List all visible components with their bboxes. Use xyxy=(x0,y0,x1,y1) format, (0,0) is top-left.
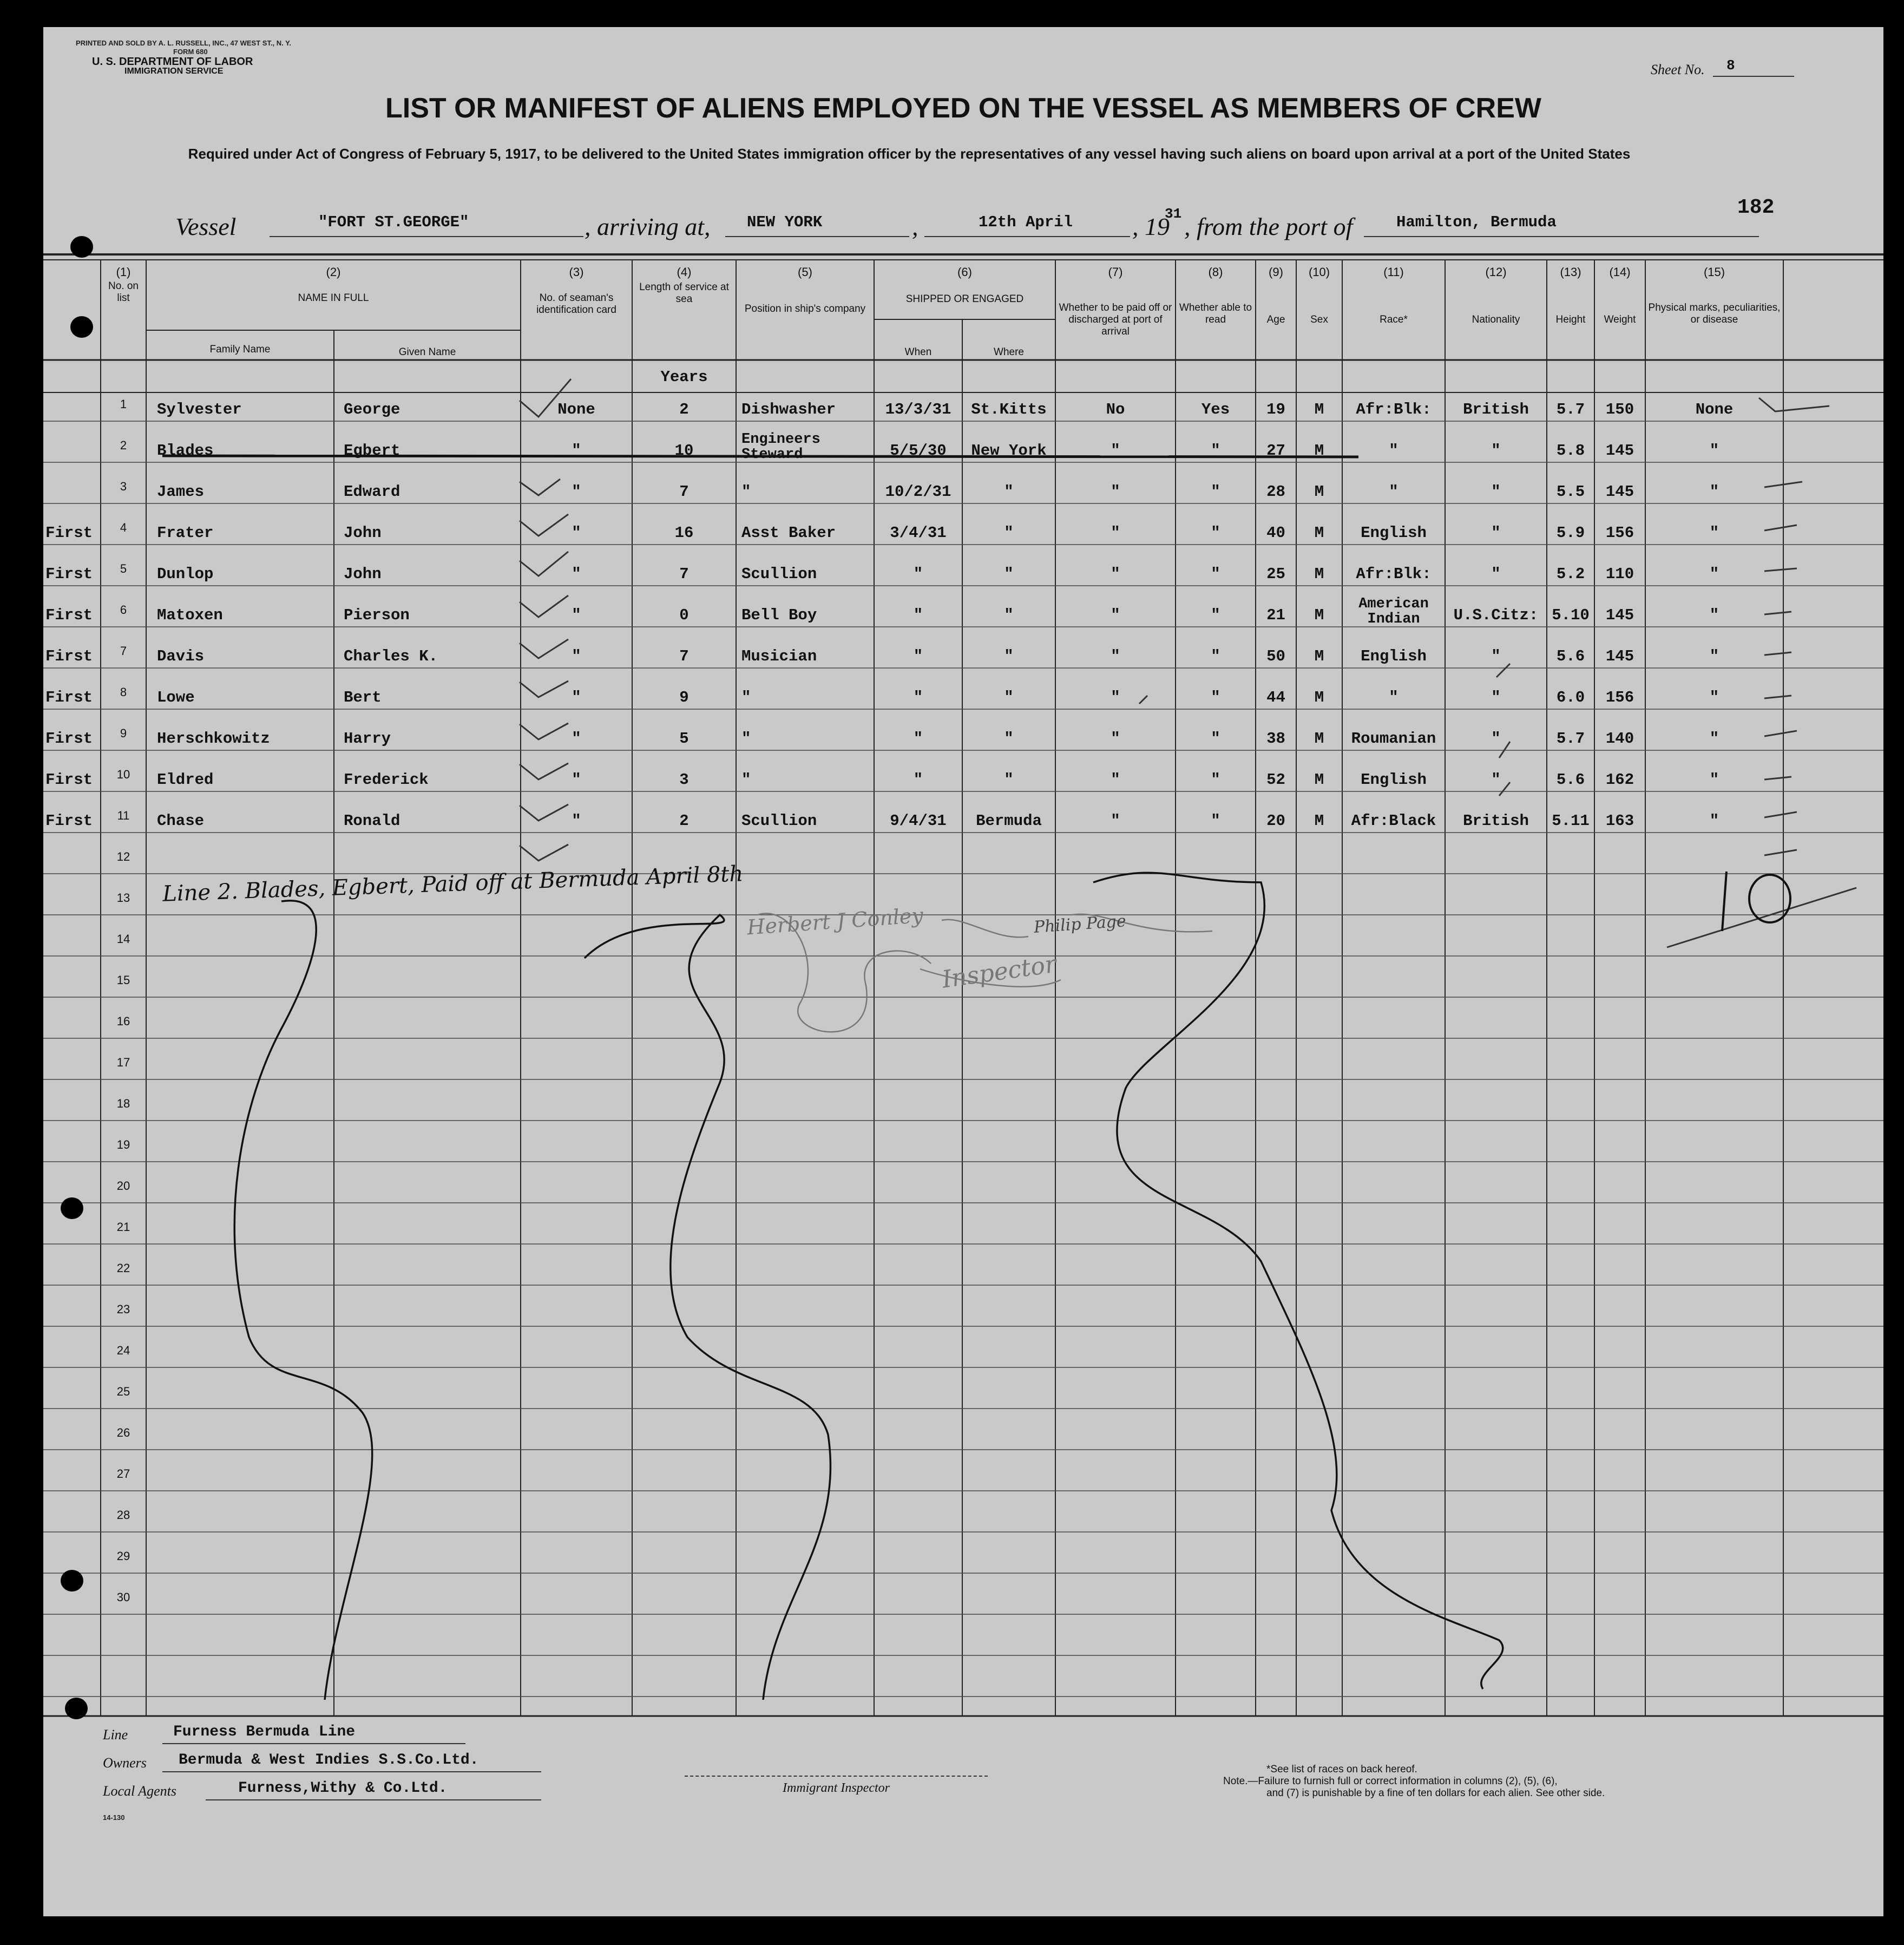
class-cell: First xyxy=(45,730,93,748)
position-cell: " xyxy=(741,689,751,706)
id-card-cell: " xyxy=(572,483,581,501)
family-name-cell: Lowe xyxy=(157,689,195,706)
note-line-2: Note.—Failure to furnish full or correct information in columns (2), (5), (6), xyxy=(1223,1776,1558,1787)
col-no-on-list: No. on list xyxy=(108,280,139,304)
race-cell: " xyxy=(1389,483,1399,501)
given-name-cell: Ronald xyxy=(344,812,401,830)
row-number: 29 xyxy=(116,1549,130,1563)
family-name-cell: Dunlop xyxy=(157,565,214,583)
age-cell: 38 xyxy=(1266,730,1285,748)
physical-marks-cell: " xyxy=(1709,606,1719,624)
class-cell: First xyxy=(45,606,93,624)
race-cell: American Indian xyxy=(1358,596,1429,627)
col-age: Age xyxy=(1266,314,1285,325)
row-number: 12 xyxy=(116,850,130,863)
shipped-where-cell: New York xyxy=(971,442,1047,460)
row-number: 11 xyxy=(117,809,130,822)
id-card-cell: " xyxy=(572,565,581,583)
paid-off-cell: No xyxy=(1106,401,1125,418)
col-11-number: (11) xyxy=(1383,265,1404,279)
arrival-port: NEW YORK xyxy=(747,213,823,231)
nationality-cell: " xyxy=(1491,689,1501,706)
able-to-read-cell: " xyxy=(1211,524,1220,542)
col-10-number: (10) xyxy=(1308,265,1330,279)
owners-field xyxy=(162,1750,541,1772)
id-card-cell: " xyxy=(572,689,581,706)
id-card-cell: " xyxy=(572,606,581,624)
shipped-where-cell: " xyxy=(1004,647,1014,665)
physical-marks-cell: " xyxy=(1709,524,1719,542)
weight-cell: 156 xyxy=(1605,524,1634,542)
weight-cell: 162 xyxy=(1605,771,1634,789)
shipped-when-cell: " xyxy=(913,606,923,624)
height-cell: 5.7 xyxy=(1556,401,1585,418)
position-cell: Scullion xyxy=(741,565,817,583)
agents-label: Local Agents xyxy=(103,1783,177,1799)
service-years-cell: 3 xyxy=(679,771,689,789)
nationality-cell: " xyxy=(1491,730,1501,748)
family-name-cell: Chase xyxy=(157,812,205,830)
col-given-name: Given Name xyxy=(398,346,456,358)
row-number: 21 xyxy=(116,1220,130,1234)
able-to-read-cell: " xyxy=(1211,483,1220,501)
able-to-read-cell: " xyxy=(1211,442,1220,460)
class-cell: First xyxy=(45,524,93,542)
height-cell: 5.5 xyxy=(1556,483,1585,501)
vessel-name: "FORT ST.GEORGE" xyxy=(318,213,469,231)
shipped-when-cell: " xyxy=(913,730,923,748)
page-subtitle: Required under Act of Congress of February 5, 1917, to be delivered to the United States immigration officer by the representatives of any vessel having such aliens on board upon arrival at a port of the United States xyxy=(188,146,1631,162)
manifest-sheet xyxy=(43,27,1883,1916)
weight-cell: 145 xyxy=(1605,606,1634,624)
col-12-number: (12) xyxy=(1485,265,1507,279)
col-9-number: (9) xyxy=(1269,265,1283,279)
family-name-cell: Eldred xyxy=(157,771,214,789)
given-name-cell: Egbert xyxy=(344,442,401,460)
physical-marks-cell: " xyxy=(1709,771,1719,789)
paid-off-cell: " xyxy=(1111,565,1120,583)
given-name-cell: Harry xyxy=(344,730,391,748)
sex-cell: M xyxy=(1314,565,1324,583)
signature-line xyxy=(685,1776,988,1777)
given-name-cell: Bert xyxy=(344,689,382,706)
row-number: 9 xyxy=(120,726,127,740)
arriving-label: , arriving at, xyxy=(585,213,711,240)
race-cell: Afr:Blk: xyxy=(1356,401,1432,418)
sheet-no-label: Sheet No. xyxy=(1651,62,1705,77)
id-card-cell: " xyxy=(572,524,581,542)
class-cell: First xyxy=(45,565,93,583)
id-card-cell: " xyxy=(572,771,581,789)
col-length-of-service: Length of service at sea xyxy=(639,281,729,305)
punch-hole xyxy=(70,316,93,338)
paid-off-cell: " xyxy=(1111,771,1120,789)
given-name-cell: John xyxy=(344,565,382,583)
physical-marks-cell: " xyxy=(1709,730,1719,748)
year-suffix: 31 xyxy=(1165,206,1182,222)
col-family-name: Family Name xyxy=(209,344,271,355)
punch-hole xyxy=(70,236,93,258)
age-cell: 25 xyxy=(1266,565,1285,583)
years-heading: Years xyxy=(660,368,708,386)
row-number: 24 xyxy=(116,1344,130,1357)
able-to-read-cell: " xyxy=(1211,730,1220,748)
height-cell: 5.6 xyxy=(1556,771,1585,789)
given-name-cell: Frederick xyxy=(344,771,429,789)
col-3-number: (3) xyxy=(569,265,584,279)
able-to-read-cell: " xyxy=(1211,771,1220,789)
row-number: 4 xyxy=(120,521,127,534)
col-paid-off: Whether to be paid off or discharged at port of arrival xyxy=(1059,302,1172,337)
id-card-cell: " xyxy=(572,647,581,665)
owners-value: Bermuda & West Indies S.S.Co.Ltd. xyxy=(179,1752,479,1769)
line-label: Line xyxy=(103,1727,128,1743)
service-years-cell: 7 xyxy=(679,647,689,665)
service-years-cell: 0 xyxy=(679,606,689,624)
height-cell: 5.7 xyxy=(1556,730,1585,748)
height-cell: 5.11 xyxy=(1552,812,1590,830)
age-cell: 19 xyxy=(1266,401,1285,418)
agents-value: Furness,Withy & Co.Ltd. xyxy=(238,1780,448,1797)
comma-1: , xyxy=(912,213,918,240)
nationality-cell: U.S.Citz: xyxy=(1453,606,1539,624)
row-number: 5 xyxy=(120,562,127,575)
note-line-3: and (7) is punishable by a fine of ten dollars for each alien. See other side. xyxy=(1266,1787,1605,1799)
form-number: FORM 680 xyxy=(173,48,208,56)
age-cell: 28 xyxy=(1266,483,1285,501)
position-cell: " xyxy=(741,483,751,501)
inspector-title-handwritten: Inspector xyxy=(940,950,1058,994)
family-name-cell: Frater xyxy=(157,524,214,542)
sex-cell: M xyxy=(1314,401,1324,418)
col-13-number: (13) xyxy=(1560,265,1581,279)
sex-cell: M xyxy=(1314,730,1324,748)
service-label: IMMIGRATION SERVICE xyxy=(124,67,224,76)
row-number: 23 xyxy=(116,1302,130,1316)
page-title: LIST OR MANIFEST OF ALIENS EMPLOYED ON THE VESSEL AS MEMBERS OF CREW xyxy=(385,93,1541,124)
given-name-cell: Pierson xyxy=(344,606,410,624)
agents-field xyxy=(206,1778,541,1800)
col-2-number: (2) xyxy=(326,265,341,279)
second-signature: Philip Page xyxy=(1033,912,1127,937)
paid-off-cell: " xyxy=(1111,606,1120,624)
weight-cell: 145 xyxy=(1605,647,1634,665)
shipped-when-cell: " xyxy=(913,647,923,665)
nationality-cell: British xyxy=(1463,812,1529,830)
sex-cell: M xyxy=(1314,689,1324,706)
id-card-cell: None xyxy=(557,401,595,418)
weight-cell: 163 xyxy=(1605,812,1634,830)
family-name-cell: Matoxen xyxy=(157,606,223,624)
age-cell: 21 xyxy=(1266,606,1285,624)
nationality-cell: " xyxy=(1491,771,1501,789)
shipped-where-cell: " xyxy=(1004,524,1014,542)
physical-marks-cell: " xyxy=(1709,442,1719,460)
race-cell: " xyxy=(1389,689,1399,706)
from-port-label: , from the port of xyxy=(1184,213,1353,240)
shipped-when-cell: 3/4/31 xyxy=(890,524,947,542)
family-name-cell: Herschkowitz xyxy=(157,730,270,748)
physical-marks-cell: None xyxy=(1695,401,1734,418)
given-name-cell: Charles K. xyxy=(344,647,438,665)
col-7-number: (7) xyxy=(1108,265,1123,279)
race-cell: English xyxy=(1361,771,1427,789)
row-number: 10 xyxy=(116,768,130,781)
service-years-cell: 9 xyxy=(679,689,689,706)
position-cell: Bell Boy xyxy=(741,606,817,624)
col-able-to-read: Whether able to read xyxy=(1179,302,1252,325)
service-years-cell: 10 xyxy=(674,442,694,460)
row-number: 7 xyxy=(120,644,127,658)
col-1-number: (1) xyxy=(116,265,131,279)
printer-imprint: PRINTED AND SOLD BY A. L. RUSSELL, INC., 47 WEST ST., N. Y. xyxy=(76,39,291,47)
class-cell: First xyxy=(45,812,93,830)
class-cell: First xyxy=(45,771,93,789)
col-race: Race* xyxy=(1380,314,1408,325)
given-name-cell: George xyxy=(344,401,401,418)
row-number: 15 xyxy=(116,973,130,987)
row-number: 20 xyxy=(116,1179,130,1193)
shipped-where-cell: St.Kitts xyxy=(971,401,1047,418)
weight-cell: 110 xyxy=(1605,565,1634,583)
able-to-read-cell: " xyxy=(1211,565,1220,583)
inspector-caption: Immigrant Inspector xyxy=(783,1781,890,1795)
col-weight: Weight xyxy=(1604,314,1636,325)
age-cell: 27 xyxy=(1266,442,1285,460)
given-name-cell: John xyxy=(344,524,382,542)
line-value: Furness Bermuda Line xyxy=(173,1724,356,1740)
punch-hole xyxy=(61,1197,83,1219)
position-cell: Engineers Steward xyxy=(741,431,820,463)
nationality-cell: British xyxy=(1463,401,1529,418)
shipped-where-cell: " xyxy=(1004,771,1014,789)
inspector-signature: Herbert J Conley xyxy=(746,903,924,940)
age-cell: 50 xyxy=(1266,647,1285,665)
row-number: 18 xyxy=(116,1097,130,1110)
position-cell: " xyxy=(741,771,751,789)
sheet-no-value: 8 xyxy=(1726,57,1735,74)
able-to-read-cell: " xyxy=(1211,647,1220,665)
family-name-cell: Sylvester xyxy=(157,401,242,418)
col-height: Height xyxy=(1555,314,1586,325)
row-number: 2 xyxy=(120,438,127,452)
height-cell: 5.6 xyxy=(1556,647,1585,665)
shipped-when-cell: " xyxy=(913,771,923,789)
races-note xyxy=(1223,1764,1764,1799)
handwritten-note: Line 2. Blades, Egbert, Paid off at Bermuda April 8th xyxy=(162,861,744,907)
able-to-read-cell: " xyxy=(1211,812,1220,830)
service-years-cell: 2 xyxy=(679,401,689,418)
col-14-number: (14) xyxy=(1609,265,1631,279)
owners-label: Owners xyxy=(103,1755,147,1771)
races-note-line: *See list of races on back hereof. xyxy=(1266,1764,1417,1775)
paid-off-cell: " xyxy=(1111,524,1120,542)
service-years-cell: 7 xyxy=(679,483,689,501)
col-position: Position in ship's company xyxy=(744,303,866,315)
race-cell: Roumanian xyxy=(1351,730,1436,748)
col-name-in-full: NAME IN FULL xyxy=(298,292,369,304)
nationality-cell: " xyxy=(1491,442,1501,460)
department-label: U. S. DEPARTMENT OF LABOR xyxy=(92,56,253,68)
row-number: 19 xyxy=(116,1138,130,1151)
id-card-cell: " xyxy=(572,442,581,460)
service-years-cell: 2 xyxy=(679,812,689,830)
position-cell: Asst Baker xyxy=(741,524,836,542)
id-card-cell: " xyxy=(572,812,581,830)
family-name-cell: James xyxy=(157,483,205,501)
paid-off-cell: " xyxy=(1111,442,1120,460)
sex-cell: M xyxy=(1314,771,1324,789)
race-cell: Afr:Black xyxy=(1351,812,1436,830)
col-6-number: (6) xyxy=(957,265,972,279)
sex-cell: M xyxy=(1314,812,1324,830)
row-number: 16 xyxy=(116,1014,130,1028)
shipped-where-cell: " xyxy=(1004,606,1014,624)
position-cell: Musician xyxy=(741,647,817,665)
id-card-cell: " xyxy=(572,730,581,748)
height-cell: 6.0 xyxy=(1556,689,1585,706)
physical-marks-cell: " xyxy=(1709,565,1719,583)
paid-off-cell: " xyxy=(1111,689,1120,706)
from-port: Hamilton, Bermuda xyxy=(1396,213,1557,231)
class-cell: First xyxy=(45,647,93,665)
service-years-cell: 7 xyxy=(679,565,689,583)
shipped-where-cell: " xyxy=(1004,689,1014,706)
position-cell: Scullion xyxy=(741,812,817,830)
arrival-date: 12th April xyxy=(979,213,1073,231)
age-cell: 52 xyxy=(1266,771,1285,789)
given-name-cell: Edward xyxy=(344,483,401,501)
shipped-where-cell: " xyxy=(1004,483,1014,501)
col-8-number: (8) xyxy=(1208,265,1223,279)
able-to-read-cell: Yes xyxy=(1201,401,1230,418)
paid-off-cell: " xyxy=(1111,647,1120,665)
age-cell: 44 xyxy=(1266,689,1285,706)
nationality-cell: " xyxy=(1491,524,1501,542)
weight-cell: 140 xyxy=(1605,730,1634,748)
shipped-where-cell: " xyxy=(1004,565,1014,583)
age-cell: 40 xyxy=(1266,524,1285,542)
race-cell: " xyxy=(1389,442,1399,460)
physical-marks-cell: " xyxy=(1709,647,1719,665)
physical-marks-cell: " xyxy=(1709,483,1719,501)
sex-cell: M xyxy=(1314,647,1324,665)
row-number: 1 xyxy=(120,397,127,411)
sex-cell: M xyxy=(1314,524,1324,542)
form-code: 14-130 xyxy=(103,1813,125,1822)
sex-cell: M xyxy=(1314,483,1324,501)
paid-off-cell: " xyxy=(1111,730,1120,748)
weight-cell: 150 xyxy=(1605,401,1634,418)
weight-cell: 156 xyxy=(1605,689,1634,706)
race-cell: Afr:Blk: xyxy=(1356,565,1432,583)
able-to-read-cell: " xyxy=(1211,606,1220,624)
row-number: 26 xyxy=(116,1426,130,1439)
row-number: 22 xyxy=(116,1261,130,1275)
row-number: 30 xyxy=(116,1590,130,1604)
age-cell: 20 xyxy=(1266,812,1285,830)
race-cell: English xyxy=(1361,524,1427,542)
row-number: 25 xyxy=(116,1385,130,1398)
height-cell: 5.2 xyxy=(1556,565,1585,583)
sex-cell: M xyxy=(1314,442,1324,460)
col-nationality: Nationality xyxy=(1472,314,1520,325)
col-identification-card: No. of seaman's identification card xyxy=(536,292,616,316)
col-shipped-or-engaged: SHIPPED OR ENGAGED xyxy=(905,293,1024,305)
col-physical-marks: Physical marks, peculiarities, or disease xyxy=(1648,302,1781,325)
nationality-cell: " xyxy=(1491,483,1501,501)
paid-off-cell: " xyxy=(1111,483,1120,501)
row-number: 14 xyxy=(116,932,130,946)
col-5-number: (5) xyxy=(798,265,812,279)
shipped-where-cell: " xyxy=(1004,730,1014,748)
height-cell: 5.8 xyxy=(1556,442,1585,460)
race-cell: English xyxy=(1361,647,1427,665)
nationality-cell: " xyxy=(1491,647,1501,665)
row-number: 3 xyxy=(120,480,127,493)
shipped-when-cell: " xyxy=(913,689,923,706)
line-field xyxy=(162,1721,465,1744)
physical-marks-cell: " xyxy=(1709,812,1719,830)
shipped-when-cell: 5/5/30 xyxy=(890,442,947,460)
shipped-when-cell: 13/3/31 xyxy=(885,401,951,418)
punch-hole xyxy=(61,1570,83,1592)
row-number: 17 xyxy=(116,1056,130,1069)
nationality-cell: " xyxy=(1491,565,1501,583)
service-years-cell: 16 xyxy=(674,524,694,542)
vessel-label: Vessel xyxy=(175,213,237,240)
row-number: 6 xyxy=(120,603,127,617)
height-cell: 5.10 xyxy=(1552,606,1590,624)
col-where: Where xyxy=(994,346,1024,358)
shipped-when-cell: " xyxy=(913,565,923,583)
service-years-cell: 5 xyxy=(679,730,689,748)
punch-hole xyxy=(65,1698,88,1719)
sex-cell: M xyxy=(1314,606,1324,624)
shipped-where-cell: Bermuda xyxy=(976,812,1042,830)
paid-off-cell: " xyxy=(1111,812,1120,830)
physical-marks-cell: " xyxy=(1709,689,1719,706)
row-number: 27 xyxy=(116,1467,130,1481)
height-cell: 5.9 xyxy=(1556,524,1585,542)
col-15-number: (15) xyxy=(1703,265,1725,279)
row-number: 28 xyxy=(116,1508,130,1522)
family-name-cell: Davis xyxy=(157,647,205,665)
family-name-cell: Blades xyxy=(157,442,214,460)
weight-cell: 145 xyxy=(1605,483,1634,501)
weight-cell: 145 xyxy=(1605,442,1634,460)
position-cell: Dishwasher xyxy=(741,401,836,418)
position-cell: " xyxy=(741,730,751,748)
shipped-when-cell: 9/4/31 xyxy=(890,812,947,830)
year-prefix: , 19 xyxy=(1132,213,1170,240)
row-number: 13 xyxy=(116,891,130,905)
col-when: When xyxy=(904,346,932,358)
col-4-number: (4) xyxy=(677,265,692,279)
col-sex: Sex xyxy=(1310,314,1328,325)
able-to-read-cell: " xyxy=(1211,689,1220,706)
shipped-when-cell: 10/2/31 xyxy=(885,483,951,501)
class-cell: First xyxy=(45,689,93,706)
page-stamp: 182 xyxy=(1737,196,1775,219)
row-number: 8 xyxy=(120,685,127,699)
